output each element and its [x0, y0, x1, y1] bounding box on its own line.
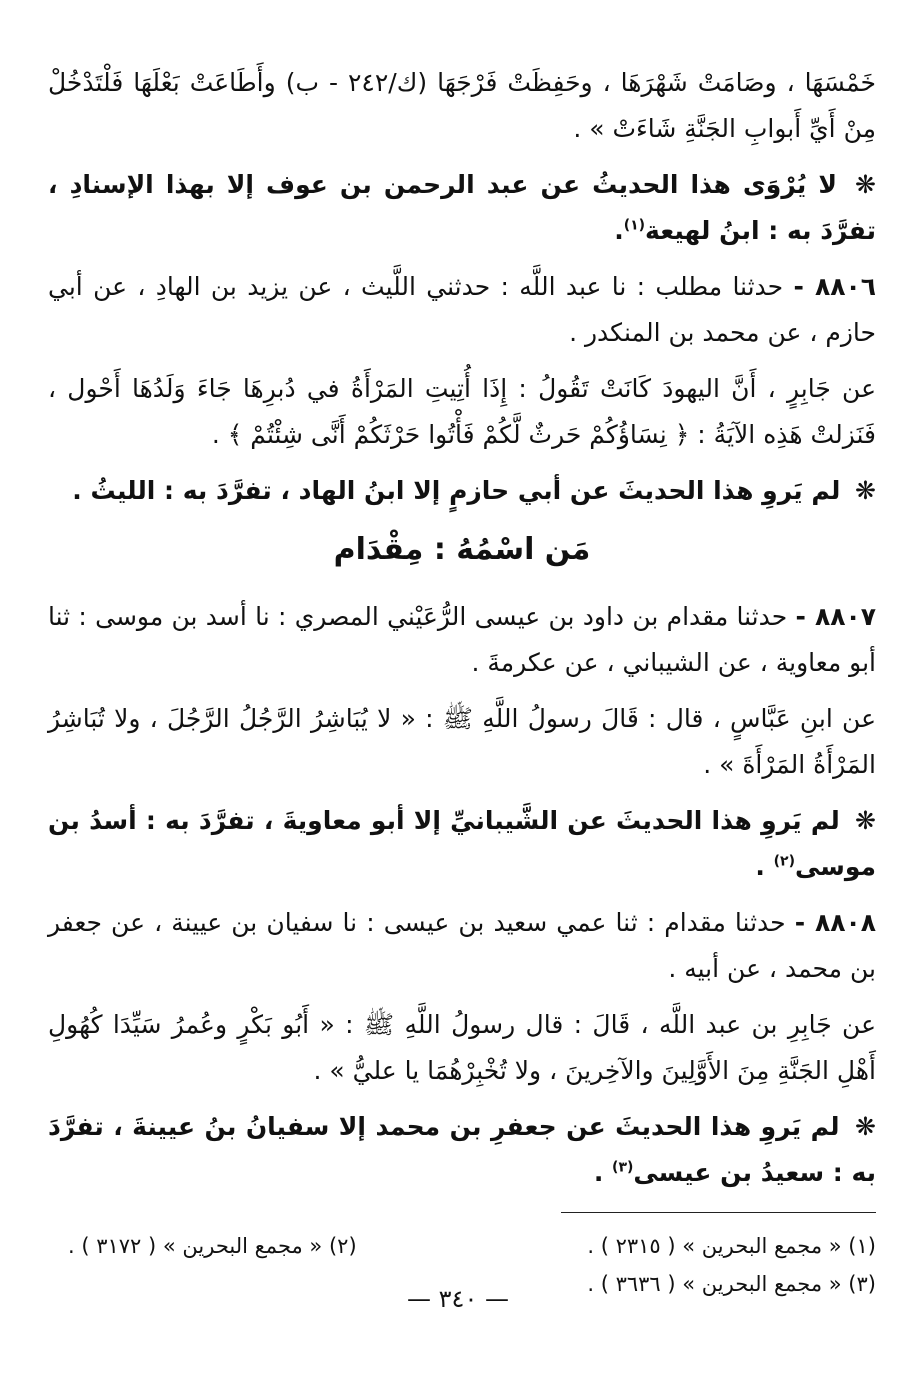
ruling-note: ❋ لم يَروِ هذا الحديثَ عن جعفرِ بن محمد إلا سفيانُ بنُ عيينةَ ، تفرَّدَ به : سعيدُ بن عيسى$^{(٣)}$ .	[48, 1112, 876, 1187]
ruling-text: لا يُرْوَى هذا الحديثُ عن عبد الرحمن بن عوف إلا بهذا الإسنادِ ، تفرَّدَ به : ابنُ لهيعة	[48, 170, 876, 245]
hadith-matn: عن ابنِ عَبَّاسٍ ، قال : قَالَ رسولُ اللَّهِ ﷺ : « لا يُبَاشِرُ الرَّجُلُ الرَّجُلَ ، ولا تُبَاشِرُ المَرْأَةُ المَرْأَةَ » .	[48, 704, 876, 779]
asterisk-icon: ❋	[855, 476, 876, 505]
hadith-matn: عن جَابِرِ بن عبد اللَّه ، قَالَ : قال رسولُ اللَّهِ ﷺ : « أَبُو بَكْرٍ وعُمرُ سَيِّدَا كُهُولِ أَهْلِ الجَنَّةِ مِنَ الأَوَّلِينَ والآخِرينَ ، ولا تُخْبِرْهُمَا يا عليُّ » .	[48, 1010, 876, 1085]
hadith-isnad	[48, 264, 876, 356]
ruling-note: ❋ لا يُرْوَى هذا الحديثُ عن عبد الرحمن بن عوف إلا بهذا الإسنادِ ، تفرَّدَ به : ابنُ لهيعة$^{(١)}$.	[48, 170, 876, 245]
hadith-number: ٨٨٠٦ -	[793, 272, 876, 301]
footnote-reference: (٣)	[612, 1159, 634, 1176]
hadith-number: ٨٨٠٧ -	[795, 602, 876, 631]
section-heading: مَن اسْمُهُ : مِقْدَام	[333, 532, 591, 567]
ruling-text: لم يَروِ هذا الحديثَ عن جعفرِ بن محمد إلا سفيانُ بنُ عيينةَ ، تفرَّدَ به : سعيدُ بن عيسى	[48, 1112, 876, 1187]
footnote-reference: (١)	[623, 217, 646, 234]
footnote-3: (٣) « مجمع البحرين » ( ٣٦٣٦ ) .	[587, 1272, 876, 1296]
ruling-note: ❋ لم يَروِ هذا الحديثَ عن الشَّيبانيِّ إلا أبو معاويةَ ، تفرَّدَ به : أسدُ بن موسى$^{(٢)}$ .	[48, 806, 876, 881]
isnad-text: حدثنا مقدام : ثنا عمي سعيد بن عيسى : نا سفيان بن عيينة ، عن جعفر بن محمد ، عن أبيه .	[48, 908, 876, 983]
ruling-text: لم يَروِ هذا الحديثَ عن أبي حازمٍ إلا ابنُ الهاد ، تفرَّدَ به : الليثُ .	[72, 476, 841, 505]
hadith-number: ٨٨٠٨ -	[794, 908, 876, 937]
page-body	[48, 60, 876, 1303]
hadith-isnad	[48, 900, 876, 992]
footnote-2: (٢) « مجمع البحرين » ( ٣١٧٢ ) .	[68, 1234, 357, 1258]
footnote-row	[48, 1227, 876, 1265]
page-number: — ٣٤٠ —	[407, 1285, 509, 1313]
footnote-1: (١) « مجمع البحرين » ( ٢٣١٥ ) .	[587, 1234, 876, 1258]
asterisk-icon: ❋	[855, 806, 876, 835]
continued-hadith-text: خَمْسَهَا ، وصَامَتْ شَهْرَهَا ، وحَفِظَتْ فَرْجَهَا (ك/٢٤٢ - ب) وأَطَاعَتْ بَعْلَهَا فَلْتَدْخُلْ مِنْ أَيِّ أَبوابِ الجَنَّةِ شَاءَتْ » .	[48, 68, 877, 143]
footnote-reference: (٢)	[773, 853, 795, 870]
asterisk-icon: ❋	[855, 1112, 876, 1141]
isnad-text: حدثنا مقدام بن داود بن عيسى الرُّعَيْني المصري : نا أسد بن موسى : ثنا أبو معاوية ، عن الشيباني ، عن عكرمةَ .	[48, 602, 876, 677]
hadith-isnad	[48, 594, 876, 686]
isnad-text: حدثنا مطلب : نا عبد اللَّه : حدثني اللَّيث ، عن يزيد بن الهادِ ، عن أبي حازم ، عن محمد بن المنكدر .	[48, 272, 876, 347]
ruling-text: لم يَروِ هذا الحديثَ عن الشَّيبانيِّ إلا أبو معاويةَ ، تفرَّدَ به : أسدُ بن موسى	[48, 806, 876, 881]
footnote-divider	[561, 1212, 876, 1213]
asterisk-icon: ❋	[855, 170, 876, 199]
hadith-matn: عن جَابِرٍ ، أَنَّ اليهودَ كَانَتْ تَقُولُ : إِذَا أُتِيتِ المَرْأَةُ في دُبرِهَا جَاءَ وَلَدُهَا أَحْول ، فَنَزلتْ هَذِه الآيَةُ : ﴿ نِسَاؤُكُمْ حَرثٌ لَّكُمْ فَأْتُوا حَرْثَكُمْ أَنَّى شِئْتُمْ ﴾ .	[48, 374, 876, 449]
ruling-note	[48, 468, 876, 514]
